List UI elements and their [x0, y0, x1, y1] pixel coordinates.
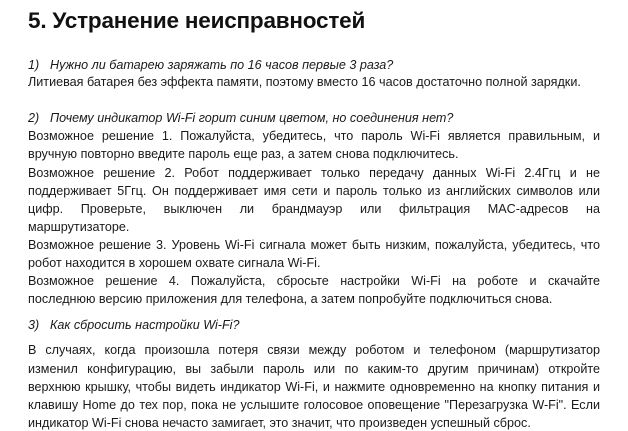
answer-line: клавишу Home до тех пор, пока не услышите голосовое оповещение "Перезагрузка W-Fi". Если [28, 398, 600, 412]
question-2 [28, 111, 453, 125]
answer-line: робот находится в хорошем охвате сигнала Wi-Fi. [28, 256, 321, 270]
answer-line: Возможное решение 4. Пожалуйста, сбросьте настройки Wi-Fi на роботе и скачайте [28, 274, 600, 288]
answer-line: цифр. Проверьте, выключен ли брандмауэр или фильтрация MAC-адресов на [28, 202, 600, 216]
question-text: Почему индикатор Wi-Fi горит синим цветом, но соединения нет? [50, 111, 454, 125]
question-number: 3) [28, 318, 40, 332]
question-number: 2) [28, 111, 40, 125]
answer-line: Литиевая батарея без эффекта памяти, поэтому вместо 16 часов достаточно полной зарядки. [28, 75, 581, 89]
answer-line: маршрутизаторе. [28, 220, 130, 234]
question-number: 1) [28, 58, 40, 72]
answer-line: вручную повторно введите пароль еще раз, а затем снова подключитесь. [28, 147, 459, 161]
answer-line: Возможное решение 1. Пожалуйста, убедитесь, что пароль Wi-Fi является правильным, и [28, 129, 600, 143]
answer-line: верхнюю крышку, чтобы видеть индикатор Wi-Fi, и нажмите одновременно на кнопку питания и [28, 380, 600, 394]
answer-line: индикатор Wi-Fi снова нечасто замигает, это значит, что произведен успешный сброс. [28, 416, 531, 430]
answer-line: В случаях, когда произошла потеря связи между роботом и телефоном (маршрутизатор [28, 343, 600, 357]
question-text: Нужно ли батарею заряжать по 16 часов первые 3 раза? [50, 58, 394, 72]
section-title: 5. Устранение неисправностей [28, 8, 366, 33]
question-3 [28, 318, 239, 332]
answer-line: поддерживает 5Ггц. Он поддерживает имя сети и пароль только из английских символов или [28, 184, 600, 198]
question-text: Как сбросить настройки Wi-Fi? [50, 318, 240, 332]
question-1 [28, 58, 393, 72]
answer-line: последнюю версию приложения для телефона, а затем попробуйте подключиться снова. [28, 292, 553, 306]
answer-line: Возможное решение 2. Робот поддерживает только передачу данных Wi-Fi 2.4Ггц и не [28, 166, 600, 180]
answer-line: Возможное решение 3. Уровень Wi-Fi сигнала может быть низким, пожалуйста, убедитесь, что [28, 238, 600, 252]
answer-line: изменил конфигурацию, вы забыли пароль или по каким-то другим причинам) откройте [28, 362, 600, 376]
